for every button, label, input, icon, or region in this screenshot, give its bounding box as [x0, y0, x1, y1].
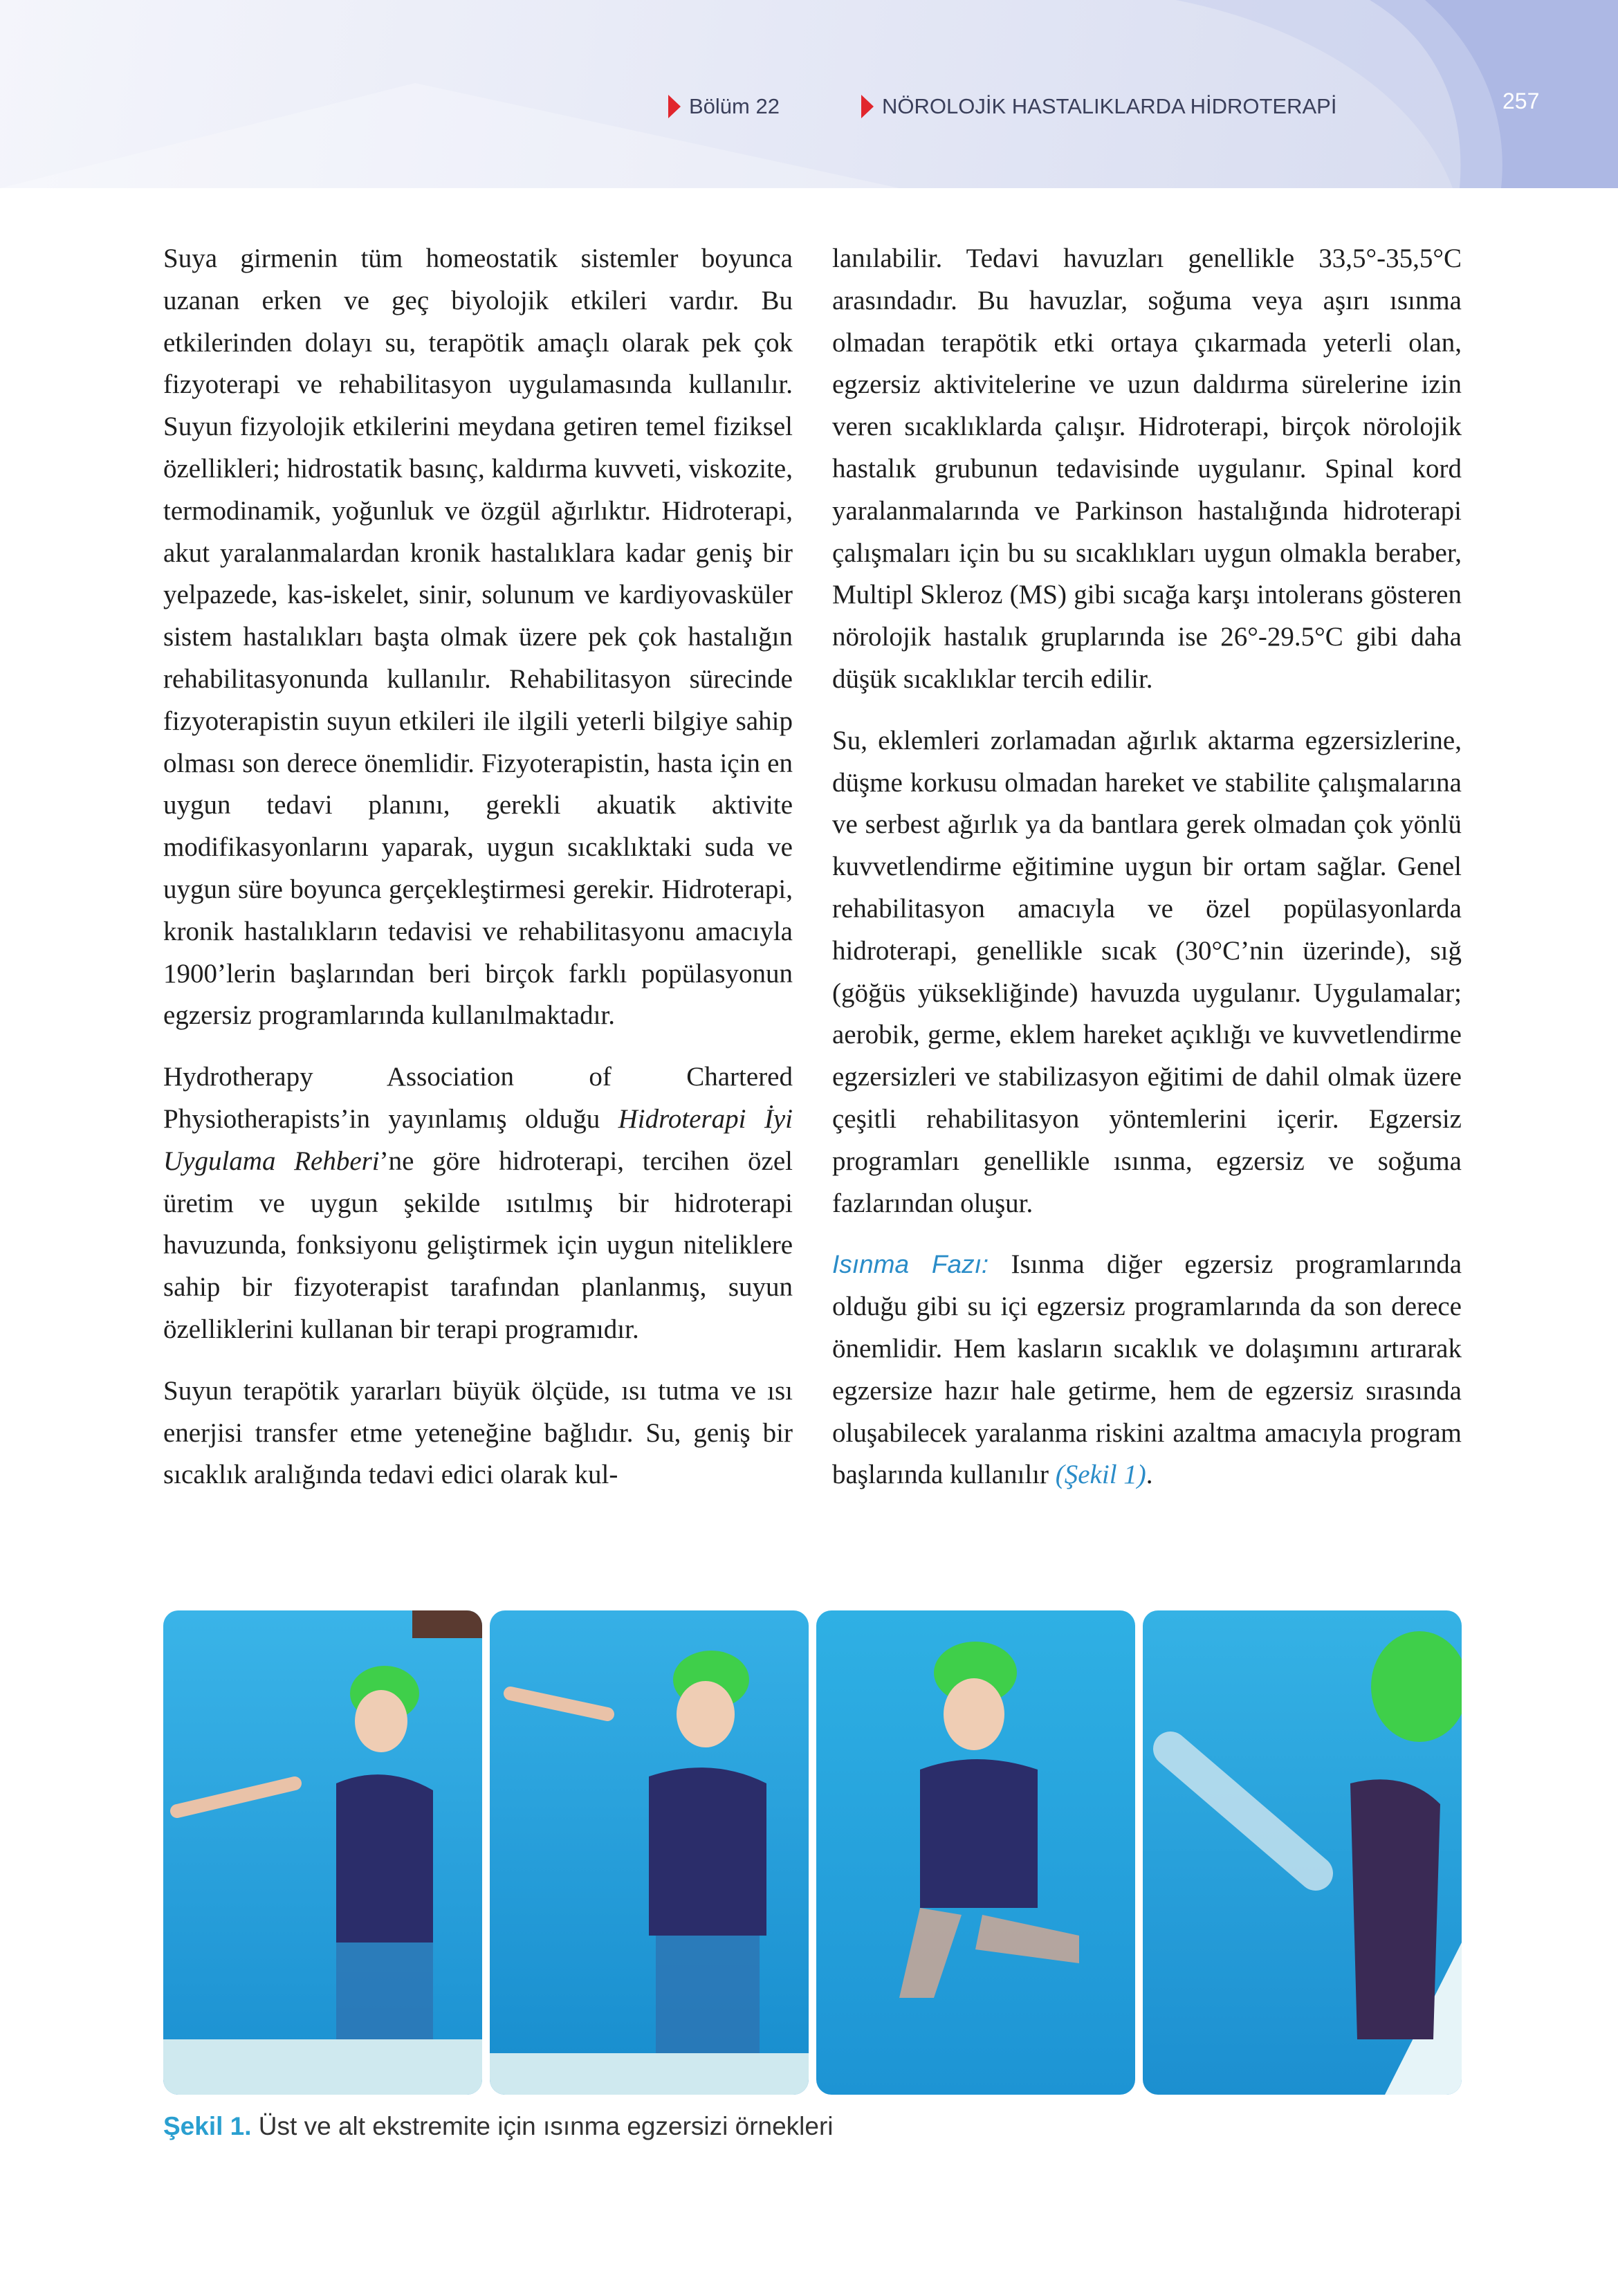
paragraph: Su, eklemleri zorlamadan ağırlık aktarma egzersizlerine, düşme korkusu olmadan hareket ve stabilite çalışmalarına ve serbest ağırlık ya da bantlara gerek olmadan çok yönlü kuvvetlendirme eğitimine uygun bir ortam sağlar. Genel rehabilitasyon amacıyla ve özel popülasyonlarda hidroterapi, genellikle sıcak (30°C’nin üzerinde), sığ (göğüs yüksekliğinde) havuzda uygulanır. Uygulamalar; aerobik, germe, eklem hareket açıklığı ve kuvvetlendirme egzersizleri ve stabilizasyon eğitimi de dahil olmak üzere çeşitli rehabilitasyon yöntemlerini içerir. Egzersiz programları genellikle ısınma, egzersiz ve soğuma fazlarından oluşur. — [832, 725, 1462, 1218]
figure-label: Şekil 1. — [163, 2112, 252, 2140]
breadcrumb-section — [861, 94, 1336, 119]
left-column — [163, 238, 793, 1516]
paragraph-text: . — [1146, 1460, 1153, 1490]
triangle-marker-icon — [668, 95, 681, 118]
paragraph-text: Hydrotherapy Association of Chartered Physiotherapists’in yayınlamış olduğu — [163, 1062, 793, 1134]
paragraph — [832, 1244, 1462, 1496]
page-number: 257 — [1502, 89, 1540, 113]
paragraph: Suyun terapötik yararları büyük ölçüde, ısı tutma ve ısı enerjisi transfer etme yeteneğine bağlıdır. Su, geniş bir sıcaklık aralığında tedavi edici olarak kul- — [163, 1375, 793, 1490]
paragraph: lanılabilir. Tedavi havuzları genellikle 33,5°-35,5°C arasındadır. Bu havuzlar, soğuma veya aşırı ısınma olmadan terapötik etki ortaya çıkarmada yeterli olan, egzersiz aktivitelerine ve uzun daldırma sürelerine izin veren sıcaklıklarda çalışır. Hidroterapi, birçok nörolojik hastalık grubunun tedavisinde uygulanır. Spinal kord yaralanmalarında ve Parkinson hastalığında hidroterapi çalışmaları için bu su sıcaklıkları uygun olmakla beraber, Multipl Skleroz (MS) gibi sıcağa karşı intolerans gösteren nörolojik hastalık gruplarında ise 26°-29.5°C gibi daha düşük sıcaklıklar tercih edilir. — [832, 244, 1462, 694]
triangle-marker-icon — [861, 95, 874, 118]
figure-caption-text: Üst ve alt ekstremite için ısınma egzersizi örnekleri — [251, 2112, 834, 2140]
paragraph — [163, 1056, 793, 1351]
figure-photos — [163, 1610, 1461, 2095]
paragraph-text: ’ne göre hidroterapi, tercihen özel üretim ve uygun şekilde ısıtılmış bir hidroterapi havuzunda, fonksiyonu geliştirmek için uygun niteliklere sahip bir fizyoterapist tarafından planlanmış, suyun özelliklerini kullanan bir terapi programıdır. — [163, 1146, 793, 1344]
breadcrumb-chapter — [668, 94, 780, 119]
subheading: Isınma Fazı: — [832, 1250, 989, 1279]
photo-lower-extremity-1 — [816, 1610, 1135, 2095]
photo-upper-extremity-1 — [163, 1610, 482, 2095]
photo-lower-extremity-2 — [1143, 1610, 1462, 2095]
chapter-label: Bölüm 22 — [689, 94, 780, 118]
right-column — [832, 238, 1462, 1516]
header-decoration — [0, 0, 1618, 188]
paragraph-text: Isınma diğer egzersiz programlarında olduğu gibi su içi egzersiz programlarında da son derece önemlidir. Hem kasların sıcaklık ve dolaşımını artırarak egzersize hazır hale getirme, hem de egzersiz sırasında oluşabilecek yaralanma riskini azaltma amacıyla program başlarında kullanılır — [832, 1249, 1462, 1490]
section-label: NÖROLOJİK HASTALIKLARDA HİDROTERAPİ — [882, 94, 1337, 118]
figure-reference-link[interactable]: (Şekil 1) — [1055, 1460, 1146, 1490]
paragraph: Suya girmenin tüm homeostatik sistemler boyunca uzanan erken ve geç biyolojik etkileri vardır. Bu etkilerinden dolayı su, terapötik amaçlı olarak pek çok fizyoterapi ve rehabilitasyon uygulamasında kullanılır. Suyun fizyolojik etkilerini meydana getiren temel fiziksel özellikleri; hidrostatik basınç, kaldırma kuvveti, viskozite, termodinamik, yoğunluk ve özgül ağırlıktır. Hidroterapi, akut yaralanmalardan kronik hastalıklara kadar geniş bir yelpazede, kas-iskelet, sinir, solunum ve kardiyovasküler sistem hastalıkları başta olmak üzere pek çok hastalığın rehabilitasyonunda kullanılır. Rehabilitasyon sürecinde fizyoterapistin suyun etkileri ile ilgili yeterli bilgiye sahip olması son derece önemlidir. Fizyoterapistin, hasta için en uygun tedavi planını, gerekli akuatik aktivite modifikasyonlarını yaparak, uygun sıcaklıktaki suda ve uygun süre boyunca gerçekleştirmesi gerekir. Hidroterapi, kronik hastalıkların tedavisi ve rehabilitasyonu amacıyla 1900’lerin başlarından beri birçok farklı popülasyonun egzersiz programlarında kullanılmaktadır. — [163, 244, 793, 1031]
photo-upper-extremity-2 — [490, 1610, 809, 2095]
figure-caption — [163, 2112, 834, 2141]
guide-title: Hidroterapi İyi Uygulama Rehberi — [163, 1103, 793, 1176]
page-header — [0, 0, 1618, 188]
